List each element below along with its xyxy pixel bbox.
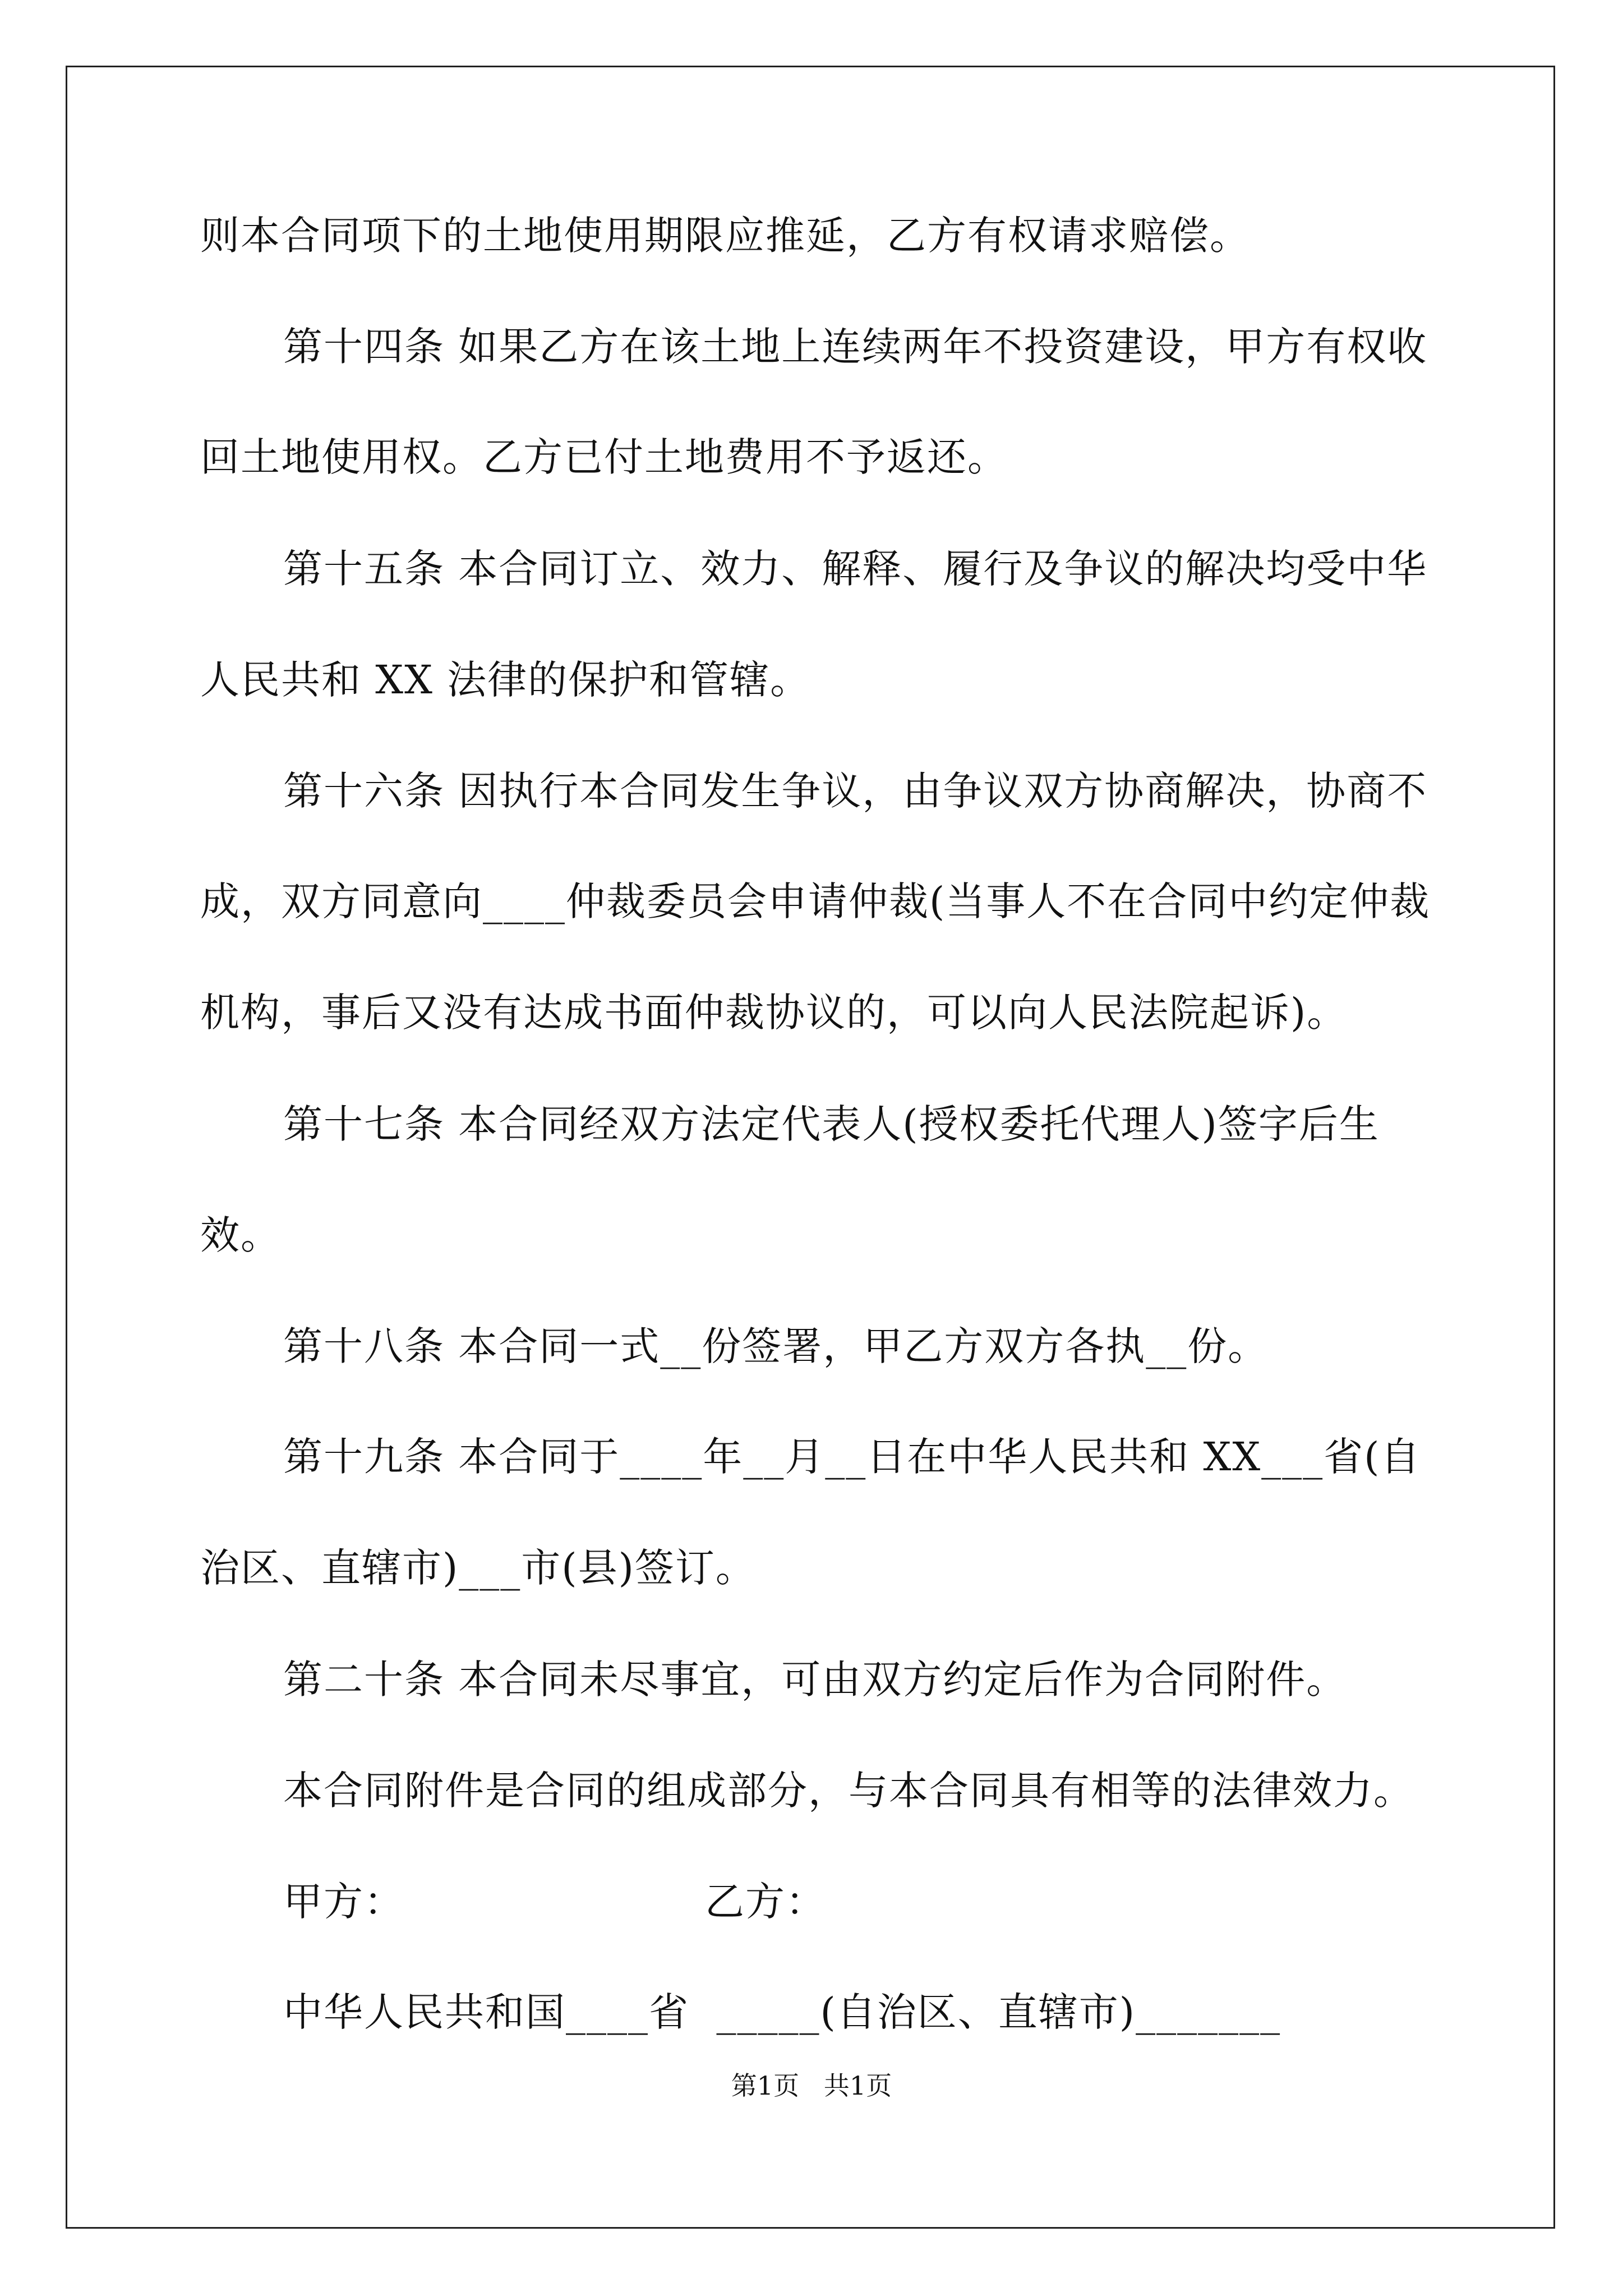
page-footer: 第1页 共1页 bbox=[731, 2070, 892, 2101]
text-line: 中华人民共和国____省 _____(自治区、直辖市)_______ bbox=[283, 1989, 1281, 2035]
text-line: 成，双方同意向____仲裁委员会申请仲裁(当事人不在合同中约定仲裁 bbox=[200, 878, 1431, 924]
text-line: 机构，事后又没有达成书面仲裁协议的，可以向人民法院起诉)。 bbox=[200, 990, 1348, 1036]
text-line: 第十七条 本合同经双方法定代表人(授权委托代理人)签字后生 bbox=[283, 1101, 1380, 1147]
text-line: 治区、直辖市)___市(县)签订。 bbox=[200, 1545, 756, 1591]
text-line: 第十六条 因执行本合同发生争议，由争议双方协商解决，协商不 bbox=[283, 768, 1428, 814]
text-line: 第十八条 本合同一式__份签署，甲乙方双方各执__份。 bbox=[283, 1323, 1269, 1369]
party-a-label: 甲方： bbox=[283, 1879, 404, 1925]
text-line: 本合同附件是合同的组成部分，与本合同具有相等的法律效力。 bbox=[283, 1768, 1414, 1814]
text-line: 则本合同项下的土地使用期限应推延，乙方有权请求赔偿。 bbox=[200, 213, 1250, 259]
text-line: 第十九条 本合同于____年__月__日在中华人民共和 XX___省(自 bbox=[283, 1434, 1421, 1480]
text-line: 回土地使用权。乙方已付土地费用不予返还。 bbox=[200, 434, 1008, 480]
text-line: 人民共和 XX 法律的保护和管辖。 bbox=[200, 657, 811, 703]
party-b-label: 乙方： bbox=[705, 1879, 826, 1925]
text-line: 效。 bbox=[200, 1212, 281, 1258]
text-line: 第二十条 本合同未尽事宜，可由双方约定后作为合同附件。 bbox=[283, 1657, 1347, 1703]
text-line: 第十五条 本合同订立、效力、解释、履行及争议的解决均受中华 bbox=[283, 546, 1428, 592]
text-line: 第十四条 如果乙方在该土地上连续两年不投资建设，甲方有权收 bbox=[283, 324, 1428, 370]
